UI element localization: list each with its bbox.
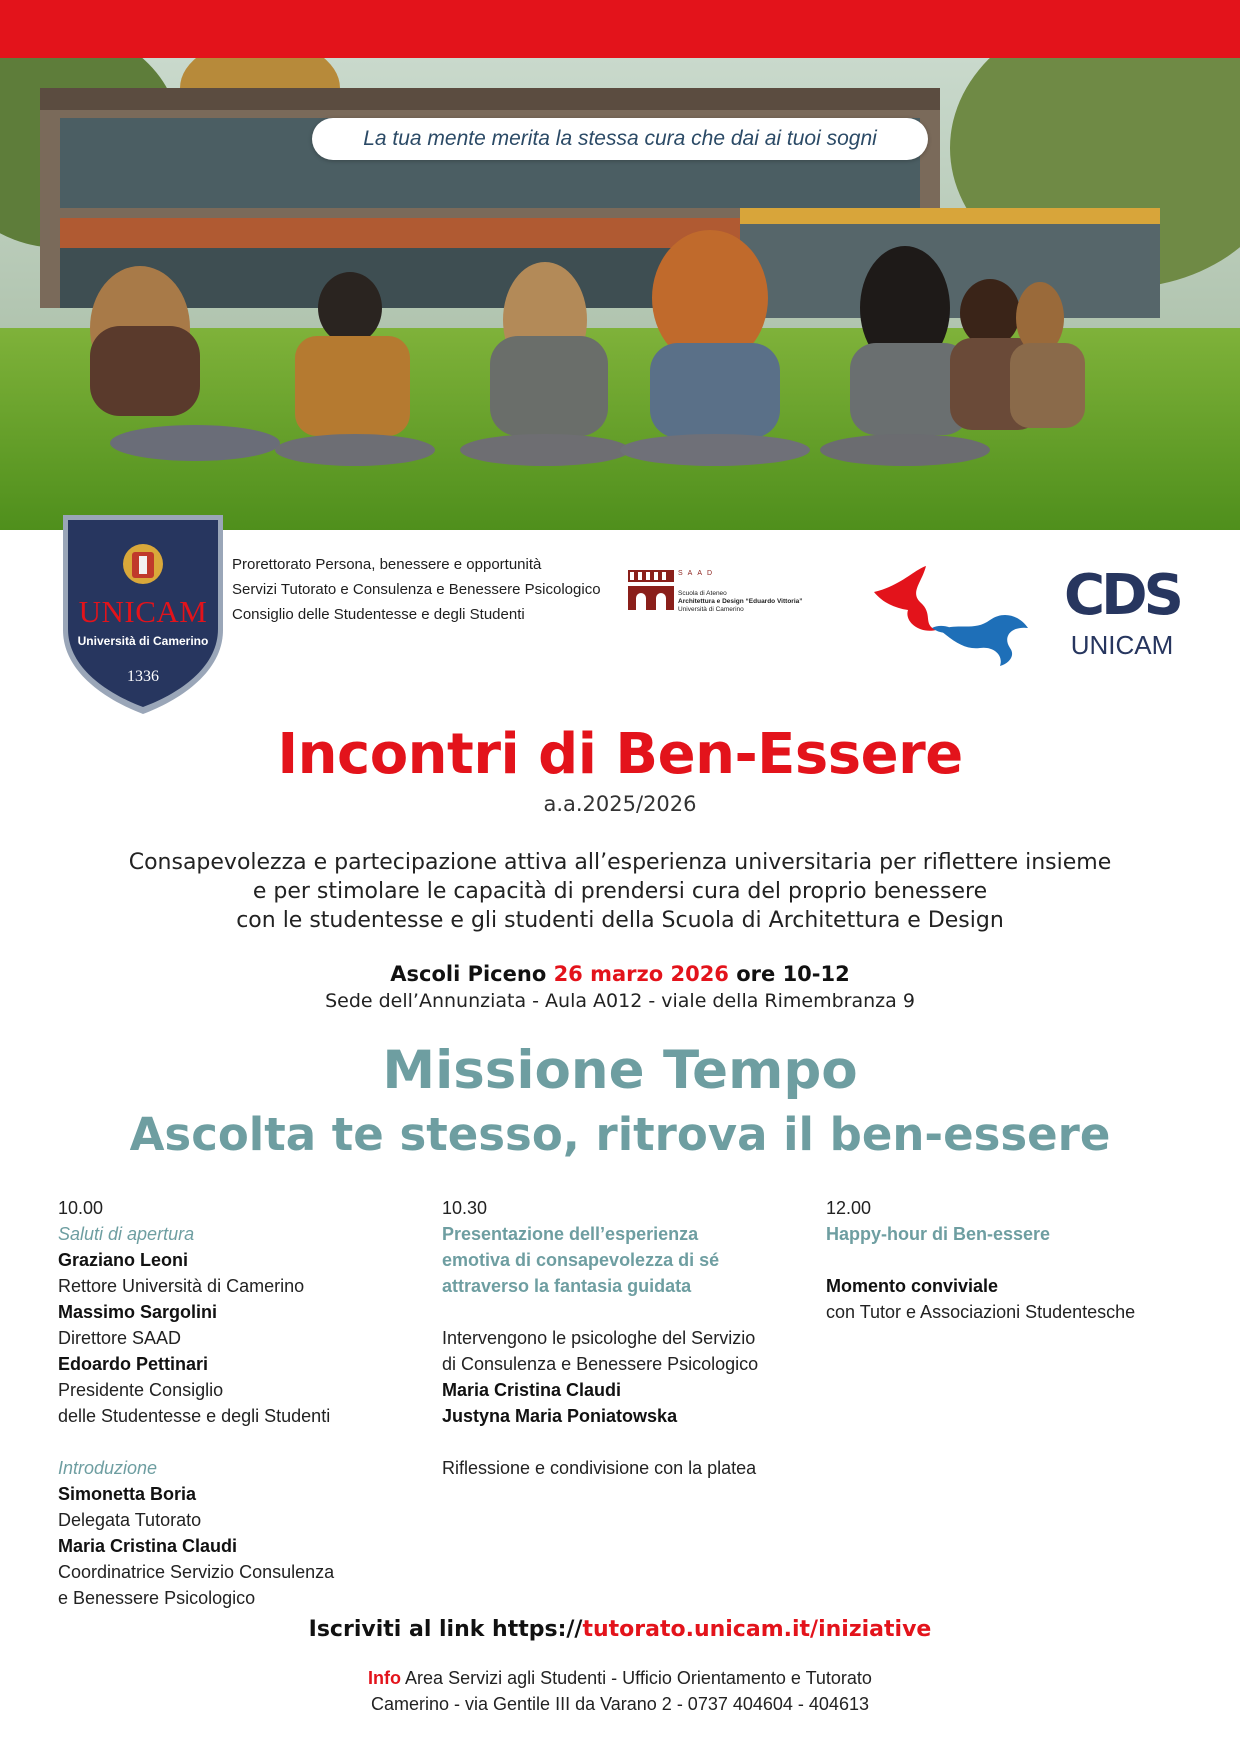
program-line: Edoardo Pettinari [58, 1354, 209, 1374]
event-title: Incontri di Ben-Essere [277, 722, 963, 787]
program-line: Maria Cristina Claudi [442, 1380, 622, 1400]
unicam-logo [60, 512, 226, 716]
program-line: Graziano Leoni [58, 1250, 189, 1270]
program-column-1000 [58, 1195, 398, 1611]
program-line: Presidente Consiglio [58, 1380, 224, 1400]
program-line: Presentazione dell’esperienza [442, 1224, 699, 1244]
info-line-1 [0, 1668, 1240, 1689]
info-office: Area Servizi agli Studenti - Ufficio Orientamento e Tutorato [405, 1668, 872, 1688]
event-date: 26 marzo 2026 [553, 962, 729, 986]
program-line: Intervengono le psicologhe del Servizio [442, 1328, 756, 1348]
program-line: e Benessere Psicologico [58, 1588, 256, 1608]
mission-title: Missione Tempo [382, 1040, 858, 1101]
program-line: Rettore Università di Camerino [58, 1276, 305, 1296]
program-spacer [442, 1429, 782, 1455]
unicam-subtitle: Università di Camerino [77, 634, 209, 648]
program-line: Direttore SAAD [58, 1328, 182, 1348]
registration-prefix: Iscriviti al link https:// [308, 1617, 583, 1642]
program-line: Simonetta Boria [58, 1484, 197, 1504]
program-line: Introduzione [58, 1458, 158, 1478]
event-city: Ascoli Piceno [390, 962, 547, 986]
cds-unicam-logo [1060, 563, 1184, 666]
unicam-name: UNICAM [78, 594, 208, 629]
organizers-list [232, 552, 632, 627]
saad-building-icon [628, 568, 674, 612]
saad-line: Scuola di Ateneo [678, 590, 727, 597]
program-line: Momento conviviale [826, 1276, 999, 1296]
program-line: 12.00 [826, 1198, 872, 1218]
info-line-2: Camerino - via Gentile III da Varano 2 - 0737 404604 - 404613 [371, 1694, 869, 1714]
unicam-year: 1336 [127, 668, 159, 685]
saad-line: Architettura e Design “Eduardo Vittoria” [678, 598, 803, 605]
intro-line: e per stimolare le capacità di prendersi cura del proprio benessere [252, 879, 988, 904]
academic-year: a.a.2025/2026 [543, 792, 697, 816]
event-venue: Sede dell’Annunziata - Aula A012 - viale della Rimembranza 9 [325, 990, 915, 1012]
program-line: 10.00 [58, 1198, 104, 1218]
organizer-line: Servizi Tutorato e Consulenza e Benessere Psicologico [232, 581, 601, 598]
program-column-1200 [826, 1195, 1166, 1325]
program-line: emotiva di consapevolezza di sé [442, 1250, 720, 1270]
cds-subtitle: UNICAM [1070, 630, 1174, 660]
saad-label: SAAD [678, 570, 718, 577]
program-line: Delegata Tutorato [58, 1510, 202, 1530]
program-column-1030 [442, 1195, 782, 1481]
program-line: con Tutor e Associazioni Studentesche [826, 1302, 1136, 1322]
tagline-pill: La tua mente merita la stessa cura che dai ai tuoi sogni [312, 118, 928, 160]
mission-subtitle: Ascolta te stesso, ritrova il ben-essere [129, 1108, 1111, 1161]
organizer-line: Prorettorato Persona, benessere e opportunità [232, 556, 542, 573]
program-line: Justyna Maria Poniatowska [442, 1406, 678, 1426]
organizer-line: Consiglio delle Studentesse e degli Studenti [232, 606, 525, 623]
event-time: ore 10-12 [736, 962, 850, 986]
saad-line: Università di Camerino [678, 606, 744, 613]
saad-logo [628, 568, 848, 620]
top-red-bar [0, 0, 1240, 58]
program-line: Happy-hour di Ben-essere [826, 1224, 1051, 1244]
registration-line [0, 1617, 1240, 1642]
program-line: 10.30 [442, 1198, 488, 1218]
ribbon-logo [870, 562, 1032, 670]
date-location [0, 962, 1240, 986]
program-line: Coordinatrice Servizio Consulenza [58, 1562, 335, 1582]
program-line: delle Studentesse e degli Studenti [58, 1406, 331, 1426]
program-line: Saluti di apertura [58, 1224, 195, 1244]
intro-paragraph [0, 848, 1240, 935]
program-line: Massimo Sargolini [58, 1302, 218, 1322]
saad-text [678, 590, 802, 614]
program-spacer [442, 1299, 782, 1325]
program-line: di Consulenza e Benessere Psicologico [442, 1354, 759, 1374]
program-spacer [826, 1247, 1166, 1273]
registration-link[interactable]: tutorato.unicam.it/iniziative [582, 1617, 932, 1642]
program-spacer [58, 1429, 398, 1455]
program-line: Maria Cristina Claudi [58, 1536, 238, 1556]
intro-line: Consapevolezza e partecipazione attiva all’esperienza universitaria per riflettere insieme [128, 850, 1112, 875]
program-line: Riflessione e condivisione con la platea [442, 1458, 757, 1478]
program-line: attraverso la fantasia guidata [442, 1276, 692, 1296]
intro-line: con le studentesse e gli studenti della Scuola di Architettura e Design [236, 908, 1004, 933]
info-label: Info [368, 1668, 402, 1688]
ribbon-icon [870, 562, 1032, 670]
cds-mark: CDS [1064, 563, 1180, 628]
